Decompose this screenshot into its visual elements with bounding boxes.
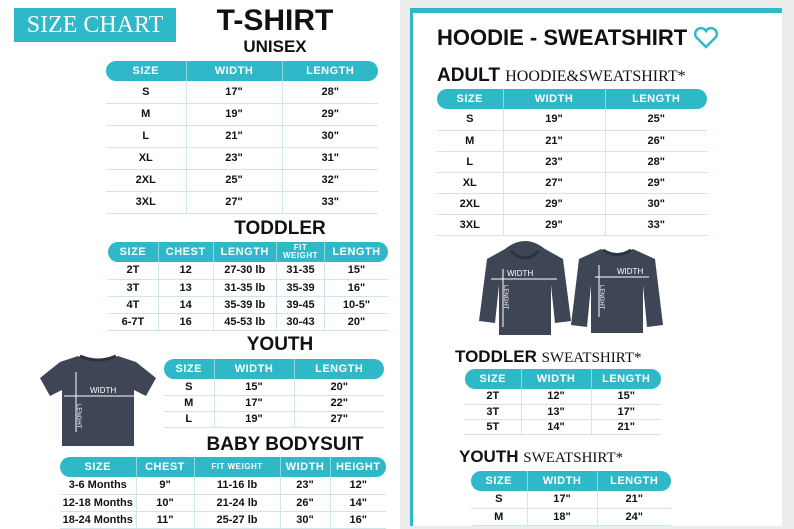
baby-bodysuit-table [60,457,386,529]
table-cell: 30" [605,193,707,214]
table-row [471,491,671,508]
table-row [465,389,661,404]
hoodie-width-label: WIDTH [507,269,534,278]
table-cell: 30" [282,125,378,147]
tshirt-size-table [106,61,378,214]
table-row [60,477,386,494]
table-cell: 23" [186,147,282,169]
table-row [60,494,386,511]
table-row [164,395,384,411]
table-cell: 3XL [106,191,186,213]
table-cell: 33" [282,191,378,213]
table-cell: 14 [158,296,213,313]
table-cell: 29" [282,103,378,125]
table-cell: 17" [214,395,294,411]
youth-sweatshirt-title-bold: YOUTH [459,447,519,466]
table-cell: 26" [280,494,330,511]
table-cell: 19" [186,103,282,125]
table-cell: 17" [527,491,597,508]
table-cell: 21" [503,130,605,151]
table-row [106,81,378,103]
table-cell: 12" [330,477,386,494]
table-cell: 11-16 lb [194,477,280,494]
column-header: WIDTH [521,369,591,389]
table-row [106,191,378,213]
table-row [437,151,707,172]
tshirt-illustration [38,352,158,448]
table-cell: 39-45 [276,296,324,313]
column-header: FIT WEIGHT [194,457,280,477]
table-row [437,109,707,130]
youth-sweatshirt-table [471,471,671,526]
table-row [471,508,671,525]
table-cell: 25-27 lb [194,511,280,528]
adult-title-rest: HOODIE&SWEATSHIRT* [505,68,686,85]
table-cell: 5T [465,419,521,434]
right-panel [410,8,782,526]
header-row [106,61,378,81]
table-cell: 11" [136,511,194,528]
table-cell: 2T [108,262,158,279]
heart-outline-icon [693,27,719,49]
table-cell: 2XL [106,169,186,191]
table-cell: 15" [591,389,661,404]
toddler-size-table [108,242,388,331]
table-cell: 25" [605,109,707,130]
table-row [108,313,388,330]
table-cell: 12-18 Months [60,494,136,511]
table-row [465,419,661,434]
tshirt-title: T-SHIRT [216,4,334,37]
column-header: WIDTH [503,89,605,109]
youth-sweatshirt-title-rest: SWEATSHIRT* [523,450,624,466]
hoodie-title: HOODIE - SWEATSHIRT [437,25,688,50]
size-chart-badge: SIZE CHART [14,8,176,42]
table-cell: 13 [158,279,213,296]
column-header: WIDTH [527,471,597,491]
column-header: SIZE [164,359,214,379]
table-cell: 23" [503,151,605,172]
table-cell: XL [106,147,186,169]
table-cell: 29" [503,214,605,235]
table-row [164,411,384,427]
column-header: SIZE [471,471,527,491]
table-row [437,130,707,151]
table-cell: 21-24 lb [194,494,280,511]
table-cell: M [437,130,503,151]
table-cell: 9" [136,477,194,494]
table-cell: S [106,81,186,103]
table-cell: 29" [503,193,605,214]
column-header: SIZE [106,61,186,81]
table-cell: 17" [186,81,282,103]
table-row [465,404,661,419]
table-row [437,172,707,193]
column-header: LENGTH [605,89,707,109]
youth-title: YOUTH [246,334,314,355]
table-cell: 10-5" [325,296,388,313]
column-header: WIDTH [280,457,330,477]
column-header: WIDTH [186,61,282,81]
table-cell: 35-39 lb [213,296,276,313]
table-cell: 15" [214,379,294,395]
table-cell: 45-53 lb [213,313,276,330]
toddler-sweatshirt-title [455,347,775,367]
toddler-title: TODDLER [234,218,326,239]
table-cell: L [106,125,186,147]
table-cell: 20" [294,379,384,395]
table-cell: 16" [325,279,388,296]
baby-bodysuit-title: BABY BODYSUIT [206,434,364,455]
table-cell: 2T [465,389,521,404]
table-cell: S [471,491,527,508]
table-cell: 22" [294,395,384,411]
youth-sweatshirt-title [459,447,779,467]
youth-size-table [164,359,384,428]
column-header: LENGTH [597,471,671,491]
table-cell: 12 [158,262,213,279]
table-row [164,379,384,395]
header-row [60,457,386,477]
column-header: WIDTH [214,359,294,379]
table-cell: 2XL [437,193,503,214]
table-cell: 27-30 lb [213,262,276,279]
table-cell: 25" [186,169,282,191]
table-cell: 10" [136,494,194,511]
column-header: LENGTH [213,242,276,262]
table-cell: 3T [108,279,158,296]
table-row [437,193,707,214]
table-row [106,169,378,191]
table-cell: 28" [605,151,707,172]
table-cell: 30" [280,511,330,528]
column-header: CHEST [136,457,194,477]
table-cell: 29" [605,172,707,193]
table-cell: 3XL [437,214,503,235]
table-cell: 16 [158,313,213,330]
table-cell: 24" [597,508,671,525]
tshirt-length-label: LENGHT [75,404,81,429]
table-cell: 19" [503,109,605,130]
header-row [164,359,384,379]
table-row [108,279,388,296]
sweatshirt-length-label: LENGHT [598,285,604,310]
adult-title-bold: ADULT [437,65,500,86]
table-cell: 26" [605,130,707,151]
table-cell: L [437,151,503,172]
adult-size-table [437,89,707,236]
table-row [108,296,388,313]
adult-title [437,65,777,87]
table-cell: 3T [465,404,521,419]
table-cell: 28" [282,81,378,103]
table-cell: 21" [591,419,661,434]
table-cell: 19" [214,411,294,427]
toddler-sweatshirt-table [465,369,661,435]
table-row [106,125,378,147]
table-cell: 33" [605,214,707,235]
table-cell: 13" [521,404,591,419]
column-header: LENGTH [294,359,384,379]
table-cell: 15" [325,262,388,279]
table-cell: 27" [503,172,605,193]
table-cell: 4T [108,296,158,313]
table-cell: 18" [527,508,597,525]
toddler-sweatshirt-title-rest: SWEATSHIRT* [541,350,642,366]
column-header: SIZE [108,242,158,262]
table-cell: 31-35 [276,262,324,279]
table-cell: M [164,395,214,411]
toddler-sweatshirt-title-bold: TODDLER [455,347,537,366]
table-cell: 17" [591,404,661,419]
hoodie-length-label: LENGHT [502,285,508,310]
table-cell: 31-35 lb [213,279,276,296]
table-cell: 30-43 [276,313,324,330]
column-header: LENGTH [282,61,378,81]
table-cell: 21" [186,125,282,147]
column-header: HEIGHT [330,457,386,477]
table-cell: 21" [597,491,671,508]
table-cell: 3-6 Months [60,477,136,494]
table-cell: 31" [282,147,378,169]
table-row [437,214,707,235]
header-row [471,471,671,491]
table-cell: 14" [330,494,386,511]
column-header: CHEST [158,242,213,262]
table-cell: 6-7T [108,313,158,330]
table-cell: 23" [280,477,330,494]
header-row [108,242,388,262]
table-cell: 16" [330,511,386,528]
header-row [465,369,661,389]
table-cell: M [471,508,527,525]
sweatshirt-illustration [569,245,665,335]
table-cell: 35-39 [276,279,324,296]
tshirt-subtitle: UNISEX [243,37,307,56]
table-row [106,103,378,125]
column-header: FIT WEIGHT [276,242,324,262]
table-cell: L [164,411,214,427]
table-cell: S [437,109,503,130]
table-cell: M [106,103,186,125]
hoodie-illustration [477,239,573,337]
column-header: SIZE [437,89,503,109]
header-row [437,89,707,109]
table-cell: 14" [521,419,591,434]
column-header: LENGTH [325,242,388,262]
table-row [60,511,386,528]
table-cell: S [164,379,214,395]
table-cell: 20" [325,313,388,330]
tshirt-width-label: WIDTH [90,386,117,395]
table-cell: 27" [294,411,384,427]
table-cell: XL [437,172,503,193]
table-cell: 12" [521,389,591,404]
table-cell: 32" [282,169,378,191]
table-cell: 18-24 Months [60,511,136,528]
table-row [108,262,388,279]
column-header: SIZE [60,457,136,477]
column-header: LENGTH [591,369,661,389]
sweatshirt-width-label: WIDTH [617,267,644,276]
table-row [106,147,378,169]
table-cell: 27" [186,191,282,213]
column-header: SIZE [465,369,521,389]
